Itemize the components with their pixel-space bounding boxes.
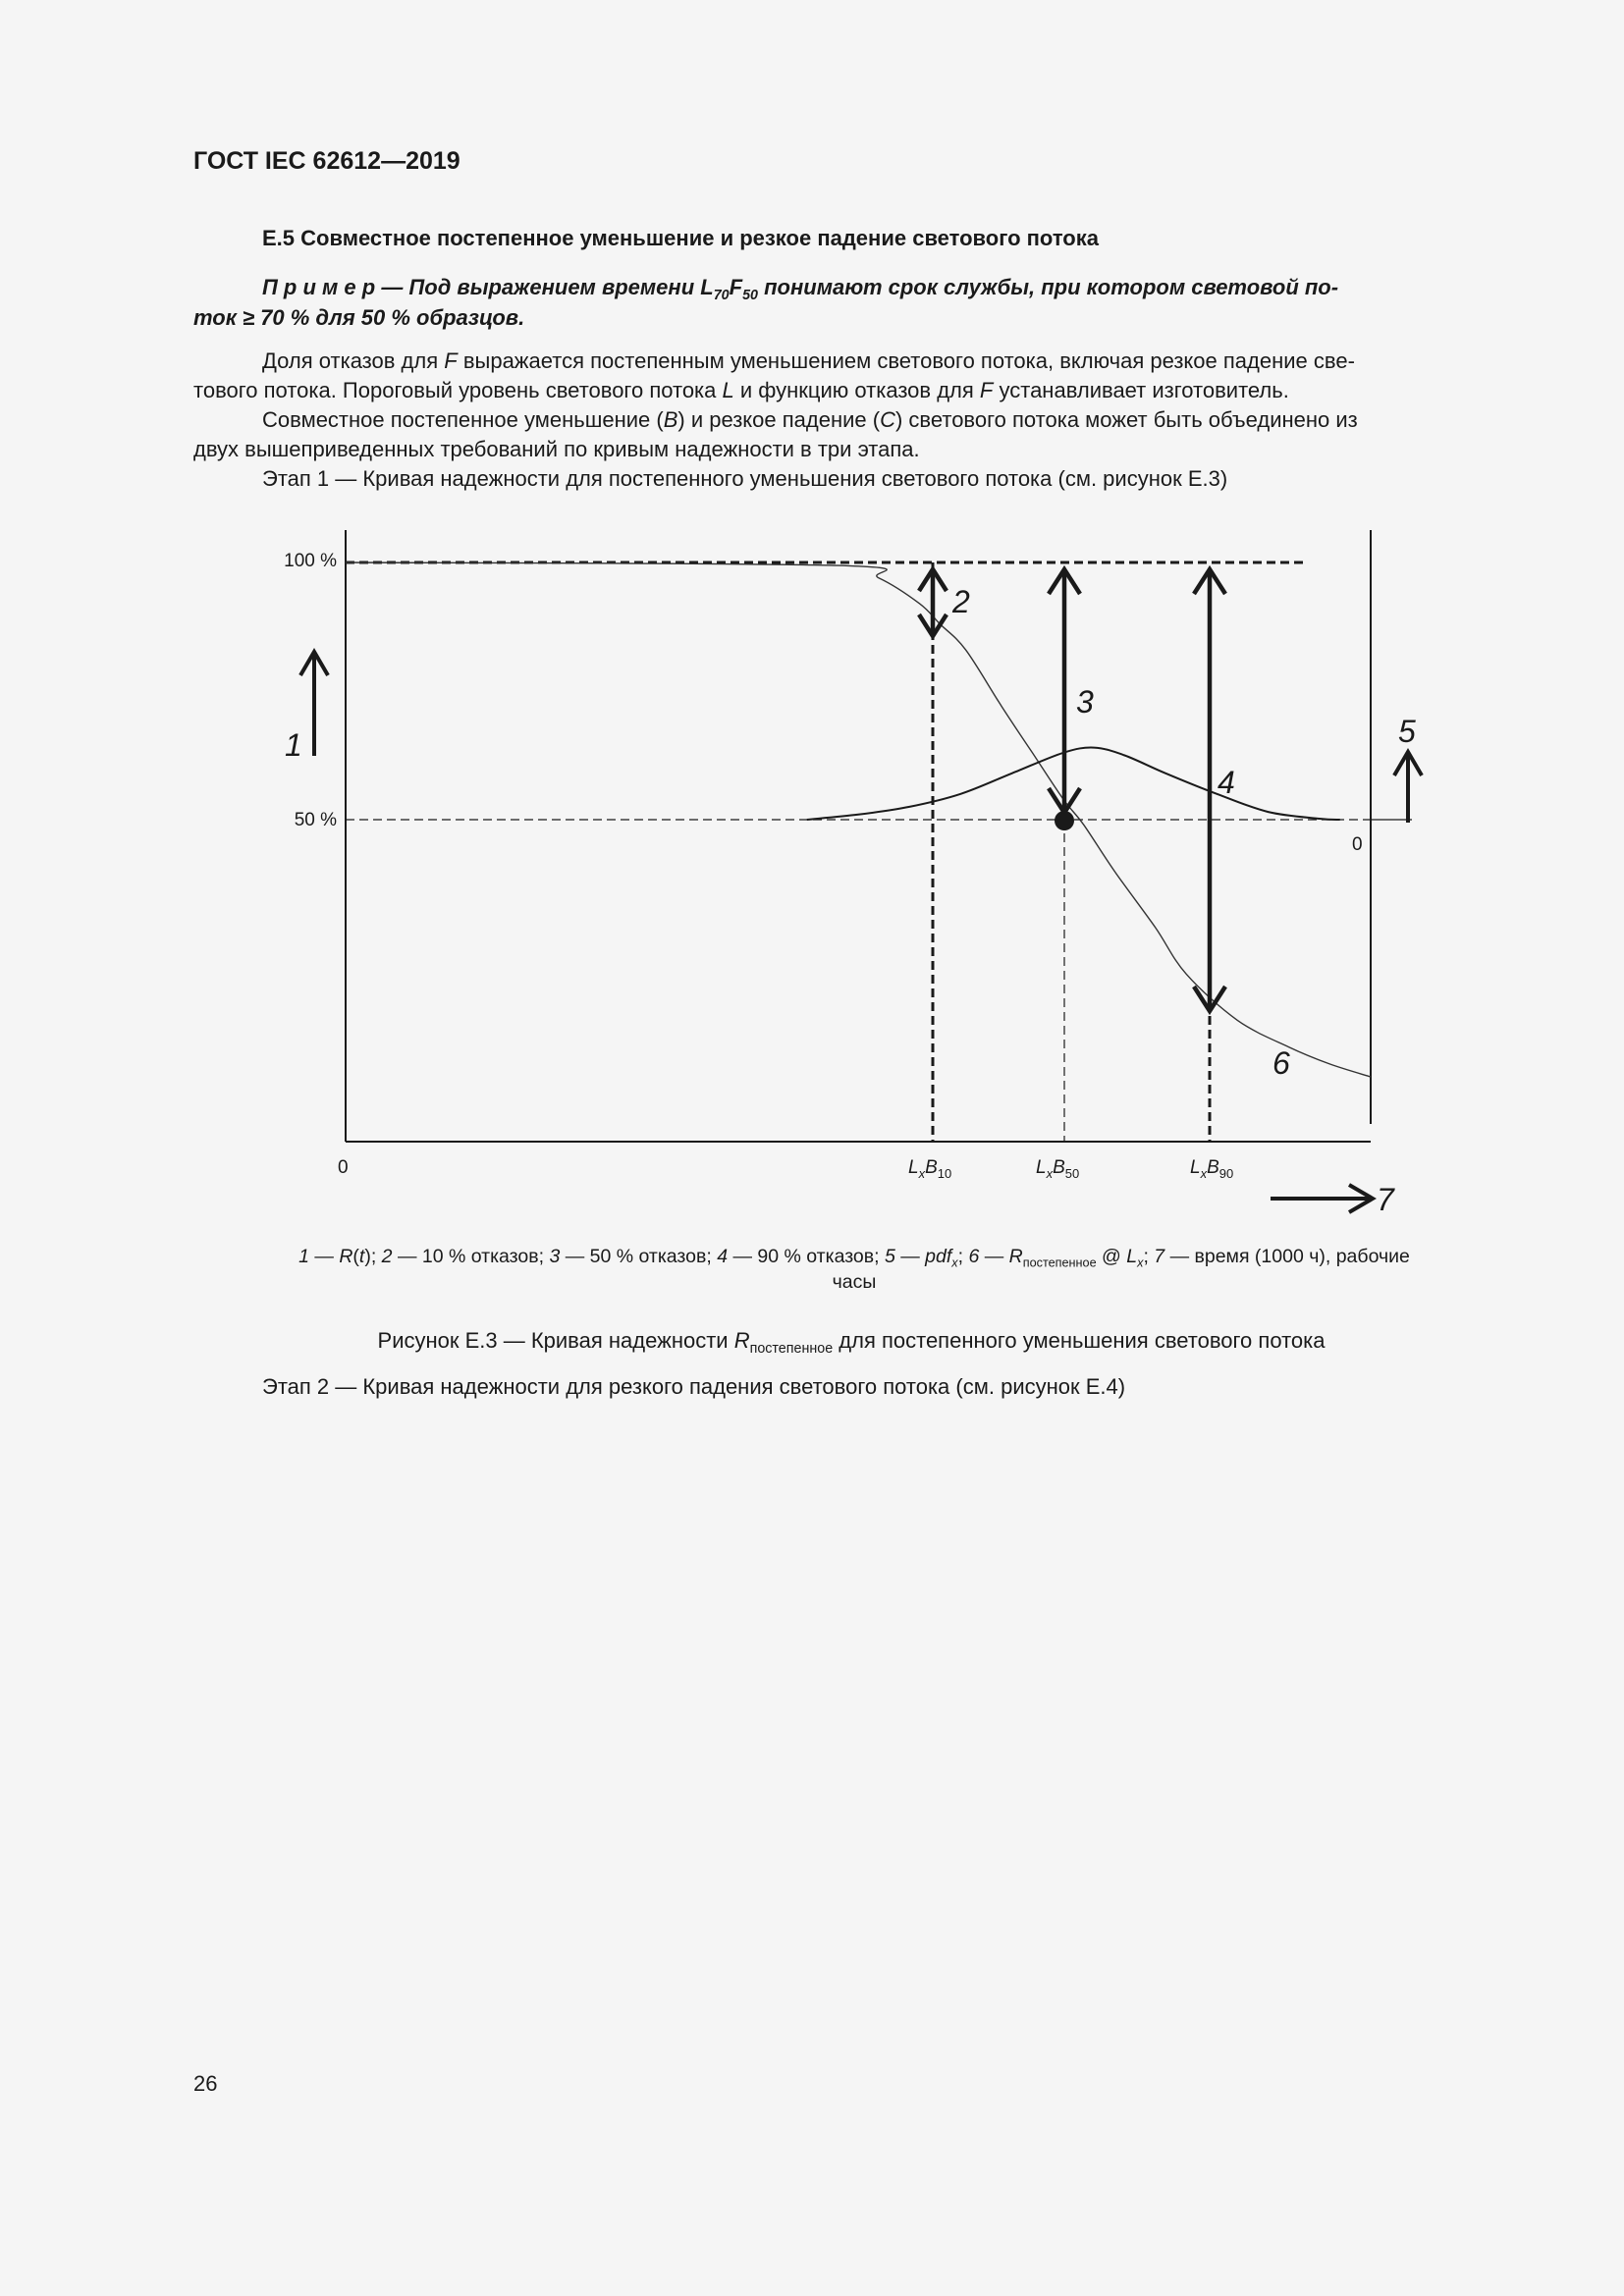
callout-3: 3 xyxy=(1076,684,1094,720)
stage-2-text xyxy=(193,1372,1509,1402)
example-l-sub: 70 xyxy=(713,288,730,303)
x-origin-label: 0 xyxy=(338,1157,349,1178)
callout-5: 5 xyxy=(1398,714,1416,749)
median-point xyxy=(1055,811,1074,830)
legend-l-sub: x xyxy=(1137,1255,1144,1270)
para2-text-2: ) и резкое падение ( xyxy=(677,407,881,432)
legend-7: 7 xyxy=(1154,1246,1165,1267)
stage-2-label: Этап 2 — Кривая надежности для резкого падения светового потока (см. рисунок Е.4) xyxy=(262,1374,1126,1399)
legend-r6-sub: постепенное xyxy=(1022,1255,1097,1270)
figure-title-suffix: для постепенного уменьшения светового потока xyxy=(833,1328,1326,1353)
callout-4: 4 xyxy=(1218,765,1235,800)
callout-7: 7 xyxy=(1377,1182,1394,1217)
legend-t: t xyxy=(358,1246,365,1267)
y-label-100: 100 % xyxy=(284,551,337,571)
callout-6: 6 xyxy=(1272,1045,1290,1081)
legend-sep-5: ; xyxy=(957,1246,969,1267)
legend-sep-6: ; xyxy=(1143,1246,1155,1267)
example-line1-rest: понимают срок службы, при котором световой по- xyxy=(757,275,1339,299)
callout-2: 2 xyxy=(952,584,970,619)
legend-paren-open: ( xyxy=(352,1246,359,1267)
time-indicator-arrow xyxy=(1271,1185,1373,1212)
x-label-lxb90: $L_xB_{90}$ xyxy=(1190,1157,1234,1181)
legend-3: 3 xyxy=(549,1246,561,1267)
legend-l: L xyxy=(1126,1246,1138,1267)
section-title: Е.5 Совместное постепенное уменьшение и резкое падение светового потока xyxy=(262,226,1099,250)
stage-1-label: Этап 1 — Кривая надежности для постепенного уменьшения светового потока (см. рисунок Е.3) xyxy=(262,466,1228,491)
para1-text-5: устанавливает изготовитель. xyxy=(993,378,1289,402)
x-label-lxb10: $L_xB_{10}$ xyxy=(908,1157,952,1181)
document-header: ГОСТ IEC 62612—2019 xyxy=(193,147,460,175)
legend-6: 6 xyxy=(968,1246,980,1267)
para1-text-2: выражается постепенным уменьшением светового потока, включая резкое падение све- xyxy=(457,348,1355,373)
y-indicator-arrow xyxy=(300,652,328,756)
legend-4: 4 xyxy=(717,1246,729,1267)
legend-text-3: — 50 % отказов; xyxy=(560,1246,718,1267)
legend-text-4: — 90 % отказов; xyxy=(728,1246,885,1267)
legend-text-7b: часы xyxy=(832,1271,877,1293)
legend-2: 2 xyxy=(381,1246,393,1267)
legend-dash-5: — xyxy=(894,1246,926,1267)
x-label-lxb50: $L_xB_{50}$ xyxy=(1036,1157,1080,1181)
legend-dash-6: — xyxy=(979,1246,1009,1267)
pdf-indicator-arrow xyxy=(1394,752,1422,823)
legend-text-2: — 10 % отказов; xyxy=(392,1246,550,1267)
example-prefix: П р и м е р — Под выражением времени xyxy=(262,275,701,299)
callout-1: 1 xyxy=(285,727,302,763)
legend-r: R xyxy=(339,1246,353,1267)
para1-var-f: F xyxy=(444,348,458,373)
para1-text-4: и функцию отказов для xyxy=(733,378,980,402)
para2-text-4: двух вышеприведенных требований по кривым надежности в три этапа. xyxy=(193,437,920,461)
figure-title xyxy=(193,1328,1509,1357)
example-f: F xyxy=(729,275,743,299)
figure-title-prefix: Рисунок Е.3 — Кривая надежности xyxy=(377,1328,734,1353)
para1-text-3: тового потока. Пороговый уровень светового потока xyxy=(193,378,723,402)
legend-pdf-sub: x xyxy=(951,1255,958,1270)
legend-text-7: — время (1000 ч), рабочие xyxy=(1164,1246,1410,1267)
figure-title-sub: постепенное xyxy=(749,1341,834,1357)
para1-var-l: L xyxy=(722,378,734,402)
y-label-50: 50 % xyxy=(294,810,337,830)
para2-text-3: ) светового потока может быть объединено из xyxy=(894,407,1358,432)
para1-text-1: Доля отказов для xyxy=(262,348,445,373)
legend-paren-close: ); xyxy=(364,1246,382,1267)
figure-legend xyxy=(196,1244,1512,1295)
para2-var-c: C xyxy=(880,407,895,432)
legend-pdf: pdf xyxy=(925,1246,952,1267)
para1-var-f2: F xyxy=(979,378,994,402)
legend-5: 5 xyxy=(884,1246,895,1267)
pdf-curve xyxy=(807,748,1340,820)
legend-dash-1: — xyxy=(308,1246,340,1267)
page-number: 26 xyxy=(193,2071,218,2096)
legend-at: @ xyxy=(1096,1246,1127,1267)
example-l: L xyxy=(700,275,714,299)
example-f-sub: 50 xyxy=(742,288,758,303)
figure-title-r: R xyxy=(733,1328,750,1353)
example-line2: ток ≥ 70 % для 50 % образцов. xyxy=(193,305,525,330)
pdf-zero-label: 0 xyxy=(1352,834,1363,855)
para2-text-1: Совместное постепенное уменьшение ( xyxy=(262,407,664,432)
para2-var-b: B xyxy=(663,407,678,432)
legend-r6: R xyxy=(1008,1246,1023,1267)
legend-1: 1 xyxy=(298,1246,309,1267)
